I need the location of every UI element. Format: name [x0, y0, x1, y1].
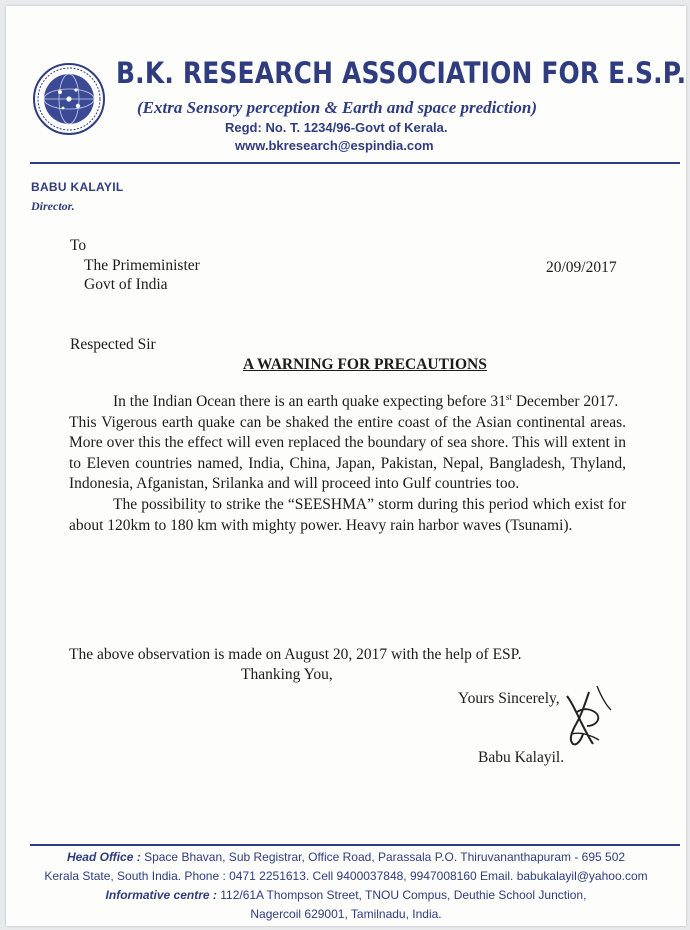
thanking-line: Thanking You, [241, 666, 333, 683]
sender-name: BABU KALAYIL [31, 180, 124, 194]
recipient-line-1: The Primeminister [84, 257, 200, 274]
footer-divider [30, 844, 680, 846]
salutation: Respected Sir [70, 336, 156, 353]
footer-informative-centre: Informative centre : 112/61A Thompson Street, TNOU Compus, Deuthie School Junction, [105, 888, 587, 902]
sender-title: Director. [31, 199, 75, 213]
letter-page [6, 6, 686, 926]
website: www.bkresearch@espindia.com [235, 138, 434, 153]
footer-contact: Kerala State, South India. Phone : 0471 2251613. Cell 9400037848, 9947008160 Email. babukalayil@yahoo.com [44, 869, 648, 883]
footer-address: Nagercoil 629001, Tamilnadu, India. [250, 907, 442, 921]
observation-note: The above observation is made on August 20, 2017 with the help of ESP. [69, 646, 522, 663]
paragraph-1: In the Indian Ocean there is an earth quake expecting before 31st December 2017. [113, 391, 619, 410]
organization-name: B.K. RESEARCH ASSOCIATION FOR E.S.P. [116, 56, 686, 90]
signer-name: Babu Kalayil. [478, 749, 565, 766]
handwritten-signature-icon [559, 682, 613, 752]
to-label: To [70, 237, 87, 254]
letter-date: 20/09/2017 [546, 259, 617, 276]
footer-head-office: Head Office : Space Bhavan, Sub Registrar, Office Road, Parassala P.O. Thiruvananthapuram - 695 502 [66, 850, 626, 864]
letter-subject: A WARNING FOR PRECAUTIONS [243, 356, 487, 373]
paragraph-2: This Vigerous earth quake can be shaked the entire coast of the Asian continental areas. More over this the effect will even replaced the boundary of sea shore. This will extent in to Eleven countries named, India, China, Japan, Pakistan, Nepal, Bangladesh, Thyland, Indonesia, Afganistan, Srilanka and will proceed into Gulf countries too. [69, 413, 626, 493]
header-divider [30, 162, 680, 164]
letter-body [69, 392, 626, 536]
paragraph-3: The possibility to strike the “SEESHMA” storm during this period which exist for about 120km to 180 km with mighty power. Heavy rain harbor waves (Tsunami). [69, 495, 626, 534]
recipient-line-2: Govt of India [84, 276, 168, 293]
closing-line: Yours Sincerely, [458, 690, 560, 707]
registration-number: Regd: No. T. 1234/96-Govt of Kerala. [225, 120, 448, 135]
globe-seal-logo-icon [32, 62, 106, 136]
organization-subtitle: (Extra Sensory perception & Earth and space prediction) [137, 98, 537, 117]
